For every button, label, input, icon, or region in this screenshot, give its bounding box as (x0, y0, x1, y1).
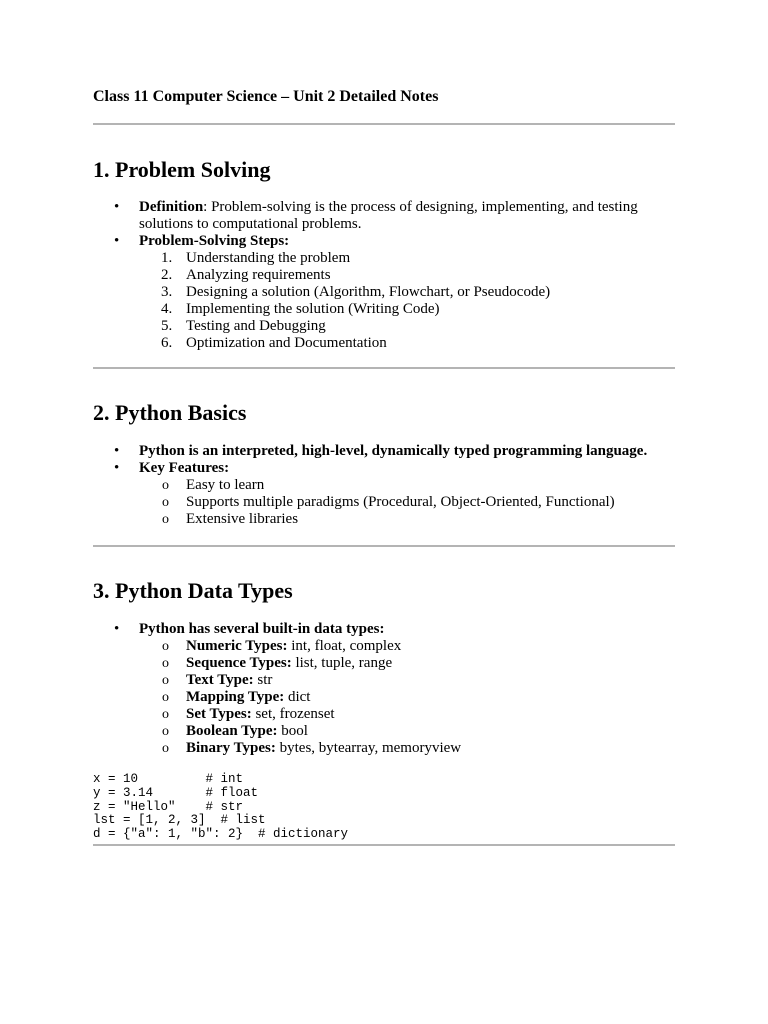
feature-item (93, 494, 675, 511)
step-text: Designing a solution (Algorithm, Flowchart, or Pseudocode) (186, 284, 551, 300)
sub-bullet-icon: o (162, 639, 169, 654)
python-basics-list (93, 443, 675, 528)
python-intro: Python is an interpreted, high-level, dynamically typed programming language. (139, 443, 648, 459)
data-type-item (93, 672, 675, 689)
feature-item (93, 477, 675, 494)
step-number: 3. (161, 284, 173, 300)
sub-bullet-icon: o (162, 741, 169, 756)
step-item (93, 267, 675, 284)
step-item (93, 284, 675, 301)
bullet-icon: • (114, 233, 120, 249)
bullet-icon: • (114, 621, 120, 637)
step-text: Understanding the problem (186, 250, 351, 266)
definition-text: : Problem-solving is the process of designing, implementing, and testing solutions to computational problems. (139, 199, 638, 232)
data-type-label: Binary Types: (186, 740, 276, 756)
data-type-label: Sequence Types: (186, 655, 292, 671)
data-type-value: int, float, complex (287, 638, 402, 654)
list-item-steps (93, 233, 675, 250)
data-type-value: set, frozenset (251, 706, 335, 722)
data-type-value: list, tuple, range (291, 655, 393, 671)
data-type-value: dict (284, 689, 311, 705)
step-number: 6. (161, 335, 173, 351)
section-heading-python-basics: 2. Python Basics (93, 400, 247, 425)
sub-bullet-icon: o (162, 690, 169, 705)
step-number: 4. (161, 301, 173, 317)
feature-text: Extensive libraries (186, 511, 299, 527)
data-type-value: bytes, bytearray, memoryview (275, 740, 462, 756)
definition-label: Definition (139, 199, 204, 215)
code-block: x = 10 # int y = 3.14 # float z = "Hello" # str lst = [1, 2, 3] # list d = {"a": 1, "b": 2} # dictionary (93, 772, 349, 842)
sub-bullet-icon: o (162, 656, 169, 671)
step-text: Analyzing requirements (186, 267, 331, 283)
data-type-item (93, 706, 675, 723)
sub-bullet-icon: o (162, 724, 169, 739)
data-type-value: str (253, 672, 273, 688)
sub-bullet-icon: o (162, 495, 169, 510)
divider (93, 367, 675, 369)
divider (93, 545, 675, 547)
data-type-label: Numeric Types: (186, 638, 288, 654)
sub-bullet-icon: o (162, 478, 169, 493)
section-heading-problem-solving: 1. Problem Solving (93, 157, 271, 182)
divider (93, 844, 675, 846)
step-text: Implementing the solution (Writing Code) (186, 301, 440, 317)
data-type-item (93, 740, 675, 757)
feature-item (93, 511, 675, 528)
step-number: 2. (161, 267, 173, 283)
sub-bullet-icon: o (162, 707, 169, 722)
steps-label: Problem-Solving Steps: (139, 233, 290, 249)
list-item-intro (93, 443, 675, 460)
data-type-item (93, 638, 675, 655)
data-type-label: Text Type: (186, 672, 254, 688)
data-type-label: Set Types: (186, 706, 252, 722)
feature-text: Easy to learn (186, 477, 265, 493)
step-item (93, 318, 675, 335)
section-heading-python-data-types: 3. Python Data Types (93, 578, 293, 603)
step-number: 5. (161, 318, 173, 334)
bullet-icon: • (114, 199, 120, 215)
list-item-key-features (93, 460, 675, 477)
document-title: Class 11 Computer Science – Unit 2 Detailed Notes (93, 88, 439, 105)
sub-bullet-icon: o (162, 512, 169, 527)
problem-solving-list (93, 199, 675, 352)
step-item (93, 335, 675, 352)
data-type-item (93, 655, 675, 672)
list-item-definition (93, 199, 675, 233)
python-data-types-list (93, 621, 675, 757)
data-types-intro: Python has several built-in data types: (139, 621, 385, 637)
bullet-icon: • (114, 443, 120, 459)
step-item (93, 250, 675, 267)
data-type-label: Mapping Type: (186, 689, 285, 705)
step-number: 1. (161, 250, 173, 266)
bullet-icon: • (114, 460, 120, 476)
step-item (93, 301, 675, 318)
data-type-label: Boolean Type: (186, 723, 278, 739)
data-type-item (93, 689, 675, 706)
step-text: Testing and Debugging (186, 318, 326, 334)
step-text: Optimization and Documentation (186, 335, 387, 351)
data-type-item (93, 723, 675, 740)
sub-bullet-icon: o (162, 673, 169, 688)
data-type-value: bool (277, 723, 308, 739)
key-features-label: Key Features: (139, 460, 230, 476)
list-item-data-types-intro (93, 621, 675, 638)
feature-text: Supports multiple paradigms (Procedural, Object-Oriented, Functional) (186, 494, 615, 510)
divider (93, 123, 675, 125)
